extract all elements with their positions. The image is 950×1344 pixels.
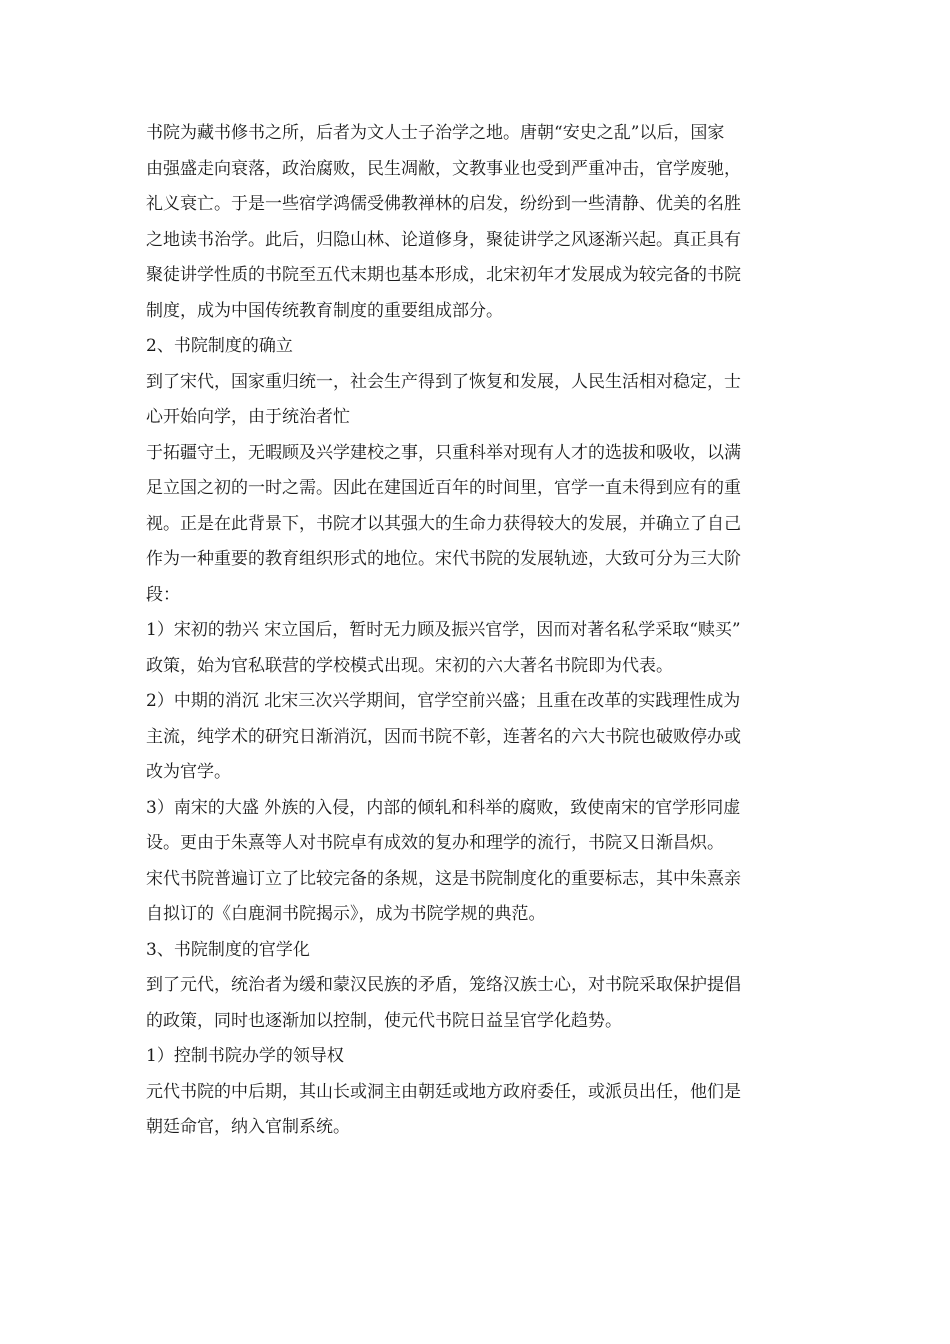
text-line: 2）中期的消沉 北宋三次兴学期间，官学空前兴盛；且重在改革的实践理性成为 xyxy=(146,691,741,711)
paragraph-song-development xyxy=(146,436,812,614)
text-line: 制度，成为中国传统教育制度的重要组成部分。 xyxy=(146,300,503,321)
text-line: 到了宋代，国家重归统一，社会生产得到了恢复和发展，人民生活相对稳定，士 xyxy=(146,371,741,392)
text-line: 设。更由于朱熹等人对书院卓有成效的复办和理学的流行，书院又日渐昌炽。 xyxy=(146,833,724,853)
paragraph-yuan-leadership xyxy=(146,1075,812,1146)
section-heading-officialization xyxy=(146,933,812,969)
list-item-mid-song xyxy=(146,684,812,791)
document-body xyxy=(146,116,812,1146)
section-heading: 2、书院制度的确立 xyxy=(146,336,293,356)
text-line: 主流，纯学术的研究日渐消沉，因而书院不彰，连著名的六大书院也破败停办或 xyxy=(146,726,741,747)
text-line: 书院为藏书修书之所，后者为文人士子治学之地。唐朝“安史之乱”以后，国家 xyxy=(146,123,725,143)
text-line: 之地读书治学。此后，归隐山林、论道修身，聚徒讲学之风逐渐兴起。真正具有 xyxy=(146,229,741,250)
text-line: 到了元代，统治者为缓和蒙汉民族的矛盾，笼络汉族士心，对书院采取保护提倡 xyxy=(146,975,741,995)
paragraph-regulations xyxy=(146,862,812,933)
list-item-early-song xyxy=(146,613,812,684)
paragraph-origin xyxy=(146,116,812,329)
paragraph-song-intro xyxy=(146,365,812,436)
paragraph-yuan-intro xyxy=(146,968,812,1039)
list-item-leadership xyxy=(146,1039,812,1075)
list-item-southern-song xyxy=(146,791,812,862)
text-line: 自拟订的《白鹿洞书院揭示》，成为书院学规的典范。 xyxy=(146,904,546,924)
section-heading: 3、书院制度的官学化 xyxy=(146,939,310,960)
text-line: 政策，始为官私联营的学校模式出现。宋初的六大著名书院即为代表。 xyxy=(146,655,673,676)
text-line: 元代书院的中后期，其山长或洞主由朝廷或地方政府委任，或派员出任，他们是 xyxy=(146,1081,741,1102)
text-line: 足立国之初的一时之需。因此在建国近百年的时间里，官学一直未得到应有的重 xyxy=(146,478,741,498)
text-line: 宋代书院普遍订立了比较完备的条规，这是书院制度化的重要标志，其中朱熹亲 xyxy=(146,868,741,889)
text-line: 由强盛走向衰落，政治腐败，民生凋敝，文教事业也受到严重冲击，官学废驰， xyxy=(146,158,741,179)
text-line: 视。正是在此背景下，书院才以其强大的生命力获得较大的发展，并确立了自己 xyxy=(146,513,741,534)
text-line: 心开始向学，由于统治者忙 xyxy=(146,407,350,427)
text-line: 作为一种重要的教育组织形式的地位。宋代书院的发展轨迹，大致可分为三大阶 xyxy=(146,549,741,569)
text-line: 朝廷命官，纳入官制系统。 xyxy=(146,1117,350,1137)
text-line: 改为官学。 xyxy=(146,762,231,782)
text-line: 1）宋初的勃兴 宋立国后，暂时无力顾及振兴官学，因而对著名私学采取“赎买” xyxy=(146,620,741,640)
text-line: 3）南宋的大盛 外族的入侵，内部的倾轧和科举的腐败，致使南宋的官学形同虚 xyxy=(146,797,741,818)
text-line: 聚徒讲学性质的书院至五代末期也基本形成，北宋初年才发展成为较完备的书院 xyxy=(146,265,741,285)
text-line: 礼义衰亡。于是一些宿学鸿儒受佛教禅林的启发，纷纷到一些清静、优美的名胜 xyxy=(146,194,741,214)
text-line: 段： xyxy=(146,584,180,605)
text-line: 的政策，同时也逐渐加以控制，使元代书院日益呈官学化趋势。 xyxy=(146,1010,622,1031)
text-line: 于拓疆守土，无暇顾及兴学建校之事，只重科举对现有人才的选拔和吸收，以满 xyxy=(146,442,741,463)
subheading: 1）控制书院办学的领导权 xyxy=(146,1046,344,1066)
section-heading-establishment xyxy=(146,329,812,365)
